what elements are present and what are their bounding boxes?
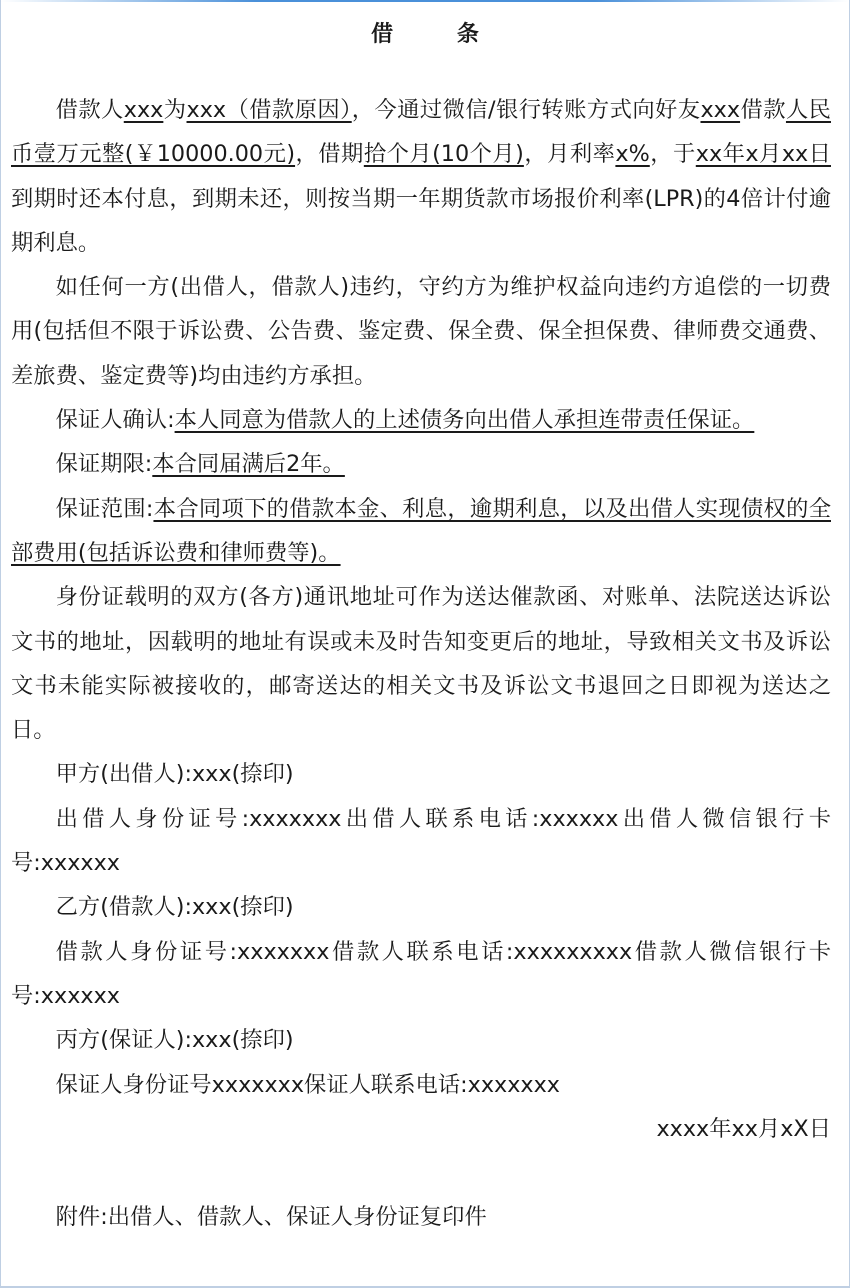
attachment-note: 附件:出借人、借款人、保证人身份证复印件 <box>55 1204 487 1231</box>
text: ，于 <box>649 141 696 168</box>
underlined-text: 本合同项下的借款本金、利息，逾期利息，以及出借人实现债权的全部费用(包括诉讼费和律师费等)。 <box>11 495 831 566</box>
underlined-reason: xxx（借款原因） <box>186 97 352 123</box>
paragraph-loan-terms <box>11 88 831 265</box>
document-body <box>11 88 831 1239</box>
label: 保证范围: <box>55 495 154 522</box>
underlined-text: 本人同意为借款人的上述债务向出借人承担连带责任保证。 <box>174 407 755 434</box>
underlined-borrower: xxx <box>123 97 164 123</box>
label: 保证期限: <box>55 451 153 478</box>
text: 为 <box>163 97 187 123</box>
party-b: 乙方(借款人):xxx(捺印) <box>55 894 294 921</box>
signing-date: xxxx年xx月xX日 <box>656 1115 831 1142</box>
label: 保证人确认: <box>55 407 175 434</box>
document-title: 借 条 <box>371 22 507 47</box>
text: ，今通过微信/银行转账方式向好友 <box>351 97 701 123</box>
party-a-info: 出借人身份证号:xxxxxxx出借人联系电话:xxxxxx出借人微信银行卡号:xxxxxx <box>11 805 831 877</box>
party-c: 丙方(保证人):xxx(捺印) <box>55 1027 294 1054</box>
party-a: 甲方(出借人):xxx(捺印) <box>55 761 294 788</box>
paragraph-guarantor-confirm <box>11 398 831 442</box>
paragraph-breach: 如任何一方(出借人，借款人)违约，守约方为维护权益向违约方追偿的一切费用(包括但不限于诉讼费、公告费、鉴定费、保全费、保全担保费、律师费交通费、差旅费、鉴定费等)均由违约方承担。 <box>11 274 831 389</box>
underlined-rate: x% <box>615 141 650 168</box>
text: 借款人 <box>55 97 124 123</box>
underlined-text: 本合同届满后2年。 <box>152 451 345 478</box>
underlined-due-date: xx年x月xx日 <box>695 141 831 168</box>
paragraph-service-address: 身份证载明的双方(各方)通讯地址可作为送达催款函、对账单、法院送达诉讼文书的地址，因载明的地址有误或未及时告知变更后的地址，导致相关文书及诉讼文书未能实际被接收的，邮寄送达的相关文书及诉讼文书退回之日即视为送达之日。 <box>11 584 831 744</box>
text: 借款 <box>740 97 786 123</box>
party-b-info: 借款人身份证号:xxxxxxx借款人联系电话:xxxxxxxxx借款人微信银行卡号:xxxxxx <box>11 938 831 1009</box>
paragraph-guarantee-scope <box>11 487 831 576</box>
text: ，借期 <box>295 141 364 168</box>
text: 到期时还本付息，到期未还，则按当期一年期货款市场报价利率(LPR)的4倍计付逾期利息。 <box>11 185 831 256</box>
underlined-term: 拾个月(10个月) <box>363 141 524 168</box>
underlined-lender: xxx <box>700 97 741 123</box>
party-c-info: 保证人身份证号xxxxxxx保证人联系电话:xxxxxxx <box>55 1071 560 1098</box>
text: ，月利率 <box>523 141 616 168</box>
paragraph-guarantee-period <box>11 442 831 486</box>
underlined-amount: 人民币壹万元整(￥10000.00元) <box>11 97 831 168</box>
spacer <box>11 1151 831 1195</box>
top-accent-line <box>1 0 849 2</box>
